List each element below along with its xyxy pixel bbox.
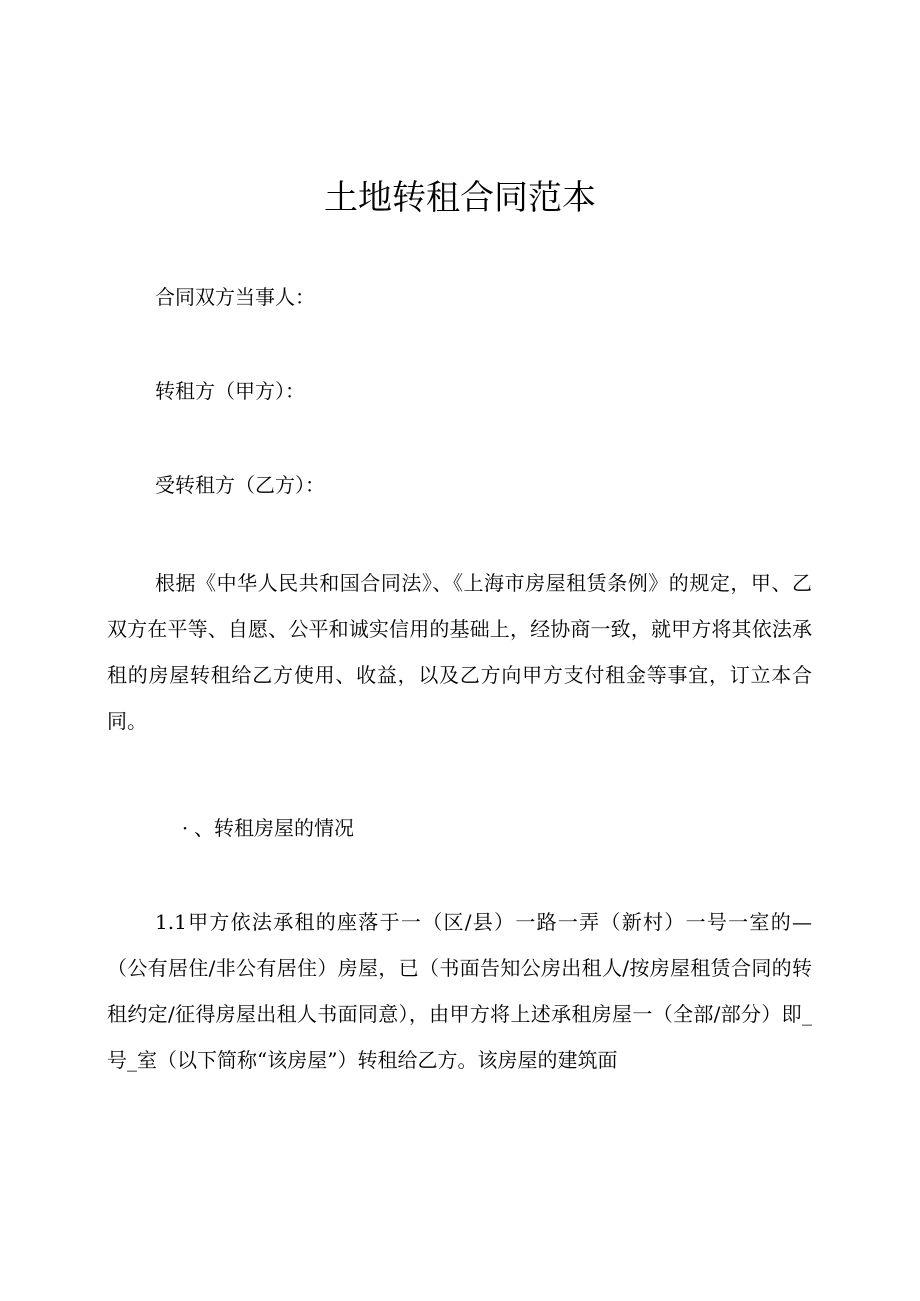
section-1-heading-text: 、转租房屋的情况: [194, 816, 354, 840]
clause-1-1-paragraph: 1.1甲方依法承租的座落于一（区/县）一路一弄（新村）一号一室的—（公有居住/非公有居住）房屋，已（书面告知公房出租人/按房屋租赁合同的转租约定/征得房屋出租人书面同意），由甲方将上述承租房屋一（全部/部分）即_号_室（以下简称“该房屋”）转租给乙方。该房屋的建筑面: [107, 910, 812, 1072]
party-b-label: 受转租方（乙方）：: [155, 473, 325, 497]
parties-label: 合同双方当事人：: [155, 285, 315, 309]
bullet-icon: ·: [181, 816, 189, 840]
party-a-label: 转租方（甲方）：: [155, 379, 305, 403]
preamble-paragraph: 根据《中华人民共和国合同法》、《上海市房屋租赁条例》的规定，甲、乙双方在平等、自愿、公平和诚实信用的基础上，经协商一致，就甲方将其依法承租的房屋转租给乙方使用、收益，以及乙方向甲方支付租金等事宜，订立本合同。: [107, 571, 812, 733]
section-1-heading: [176, 813, 354, 843]
document-title: 土地转租合同范本: [324, 178, 596, 218]
